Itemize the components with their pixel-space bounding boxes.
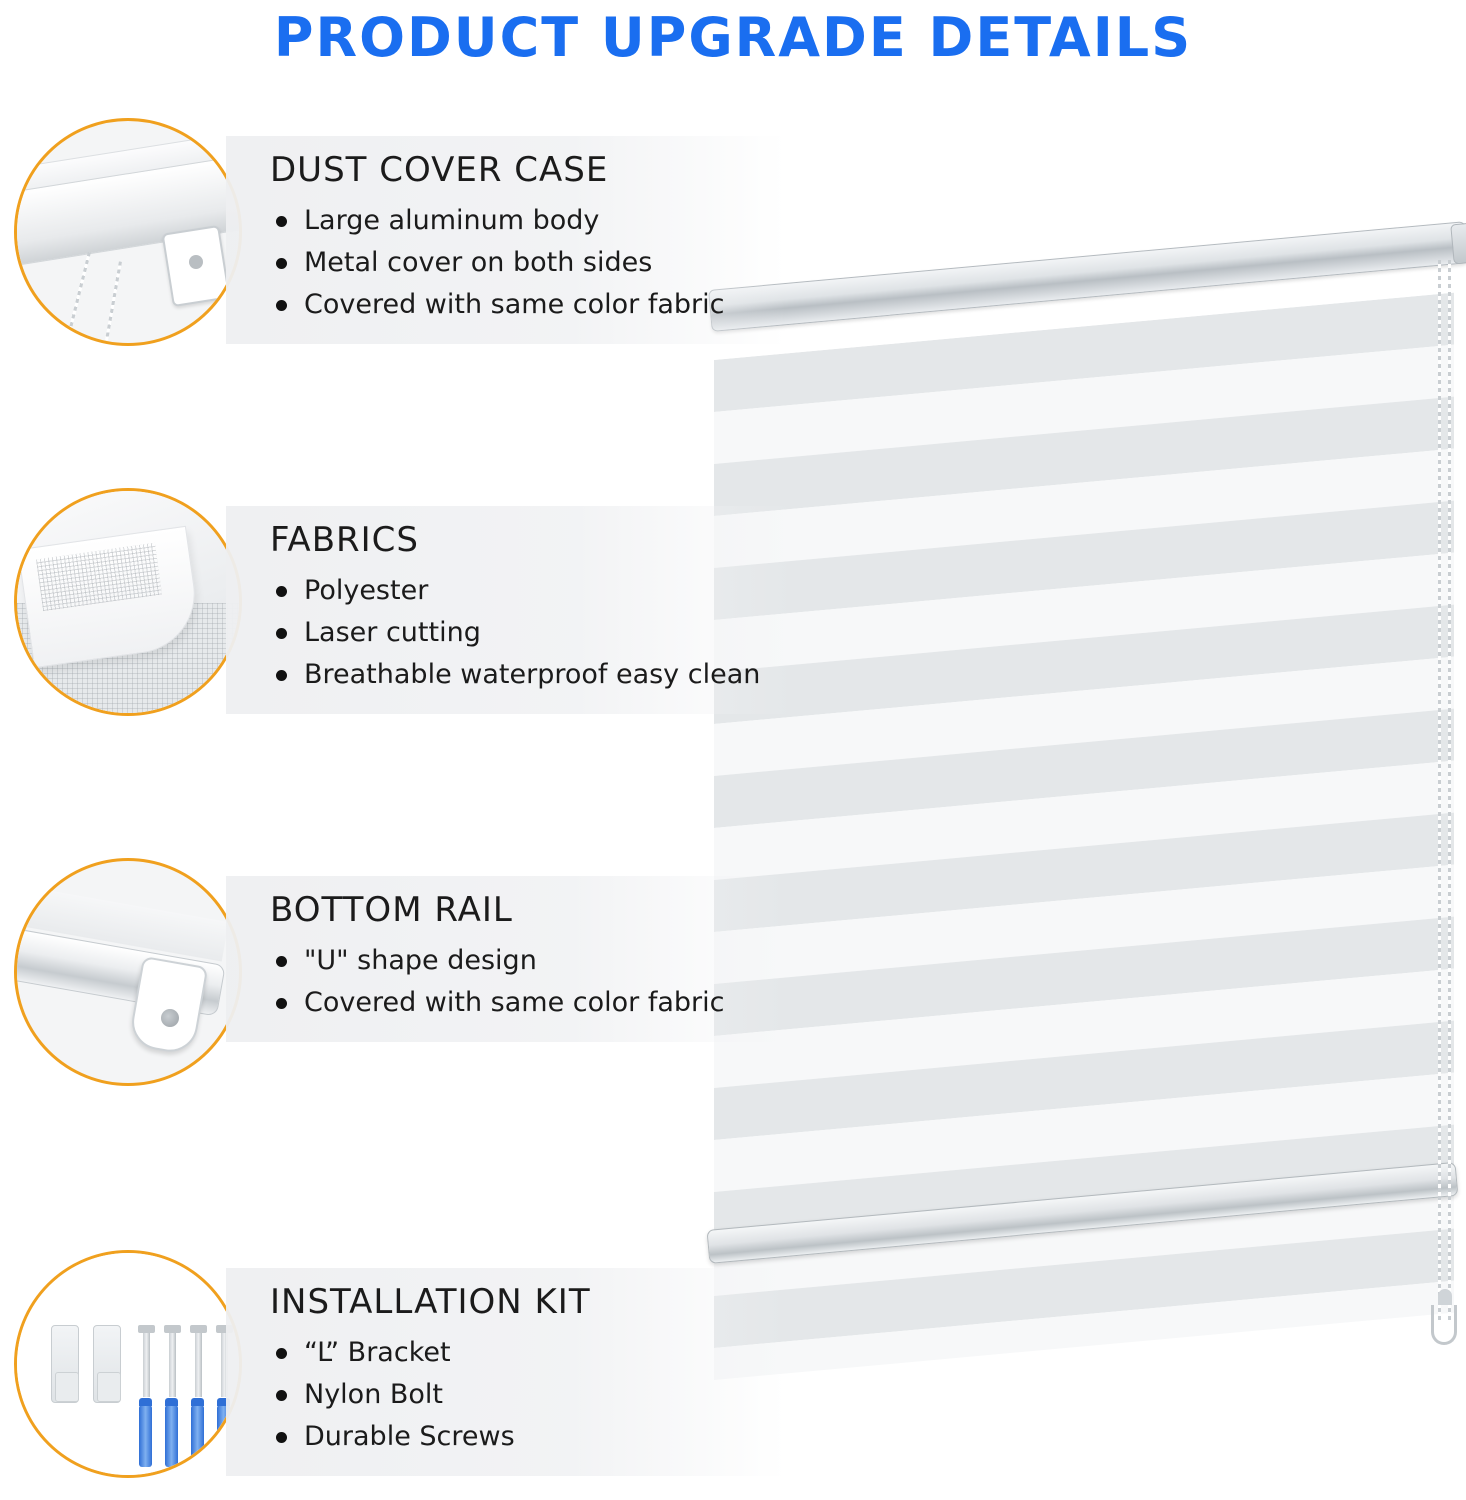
feature-panel — [226, 506, 794, 714]
cassette-headrail-photo-icon — [14, 118, 242, 346]
feature-bottom-rail — [14, 858, 786, 1086]
list-item: Covered with same color fabric — [270, 982, 752, 1024]
list-item: Polyester — [270, 570, 760, 612]
feature-heading: DUST COVER CASE — [270, 150, 609, 190]
feature-dust-cover-case — [14, 118, 786, 346]
feature-heading: BOTTOM RAIL — [270, 890, 513, 930]
product-bead-chain — [1438, 260, 1441, 1320]
feature-panel — [226, 876, 786, 1042]
feature-bullet-list — [270, 1332, 752, 1458]
product-headrail-endcap — [1450, 223, 1466, 265]
list-item: Large aluminum body — [270, 200, 752, 242]
feature-bullet-list — [270, 570, 760, 696]
list-item: Durable Screws — [270, 1416, 752, 1458]
feature-panel — [226, 136, 786, 344]
list-item: Laser cutting — [270, 612, 760, 654]
fabric-swatch-photo-icon — [14, 488, 242, 716]
list-item: Metal cover on both sides — [270, 242, 752, 284]
list-item: Covered with same color fabric — [270, 284, 752, 326]
list-item: Nylon Bolt — [270, 1374, 752, 1416]
feature-heading: INSTALLATION KIT — [270, 1282, 591, 1322]
list-item: Breathable waterproof easy clean — [270, 654, 760, 696]
feature-bullet-list — [270, 940, 752, 1024]
feature-fabrics — [14, 488, 794, 716]
feature-heading: FABRICS — [270, 520, 419, 560]
page-title: PRODUCT UPGRADE DETAILS — [273, 6, 1193, 69]
feature-installation-kit — [14, 1250, 786, 1478]
list-item: “L” Bracket — [270, 1332, 752, 1374]
product-image — [700, 210, 1466, 1350]
feature-panel — [226, 1268, 786, 1476]
list-item: "U" shape design — [270, 940, 752, 982]
product-chain-weight — [1431, 1305, 1457, 1345]
bottom-rail-photo-icon — [14, 858, 242, 1086]
product-bead-chain-back — [1448, 260, 1451, 1320]
installation-hardware-photo-icon — [14, 1250, 242, 1478]
feature-bullet-list — [270, 200, 752, 326]
